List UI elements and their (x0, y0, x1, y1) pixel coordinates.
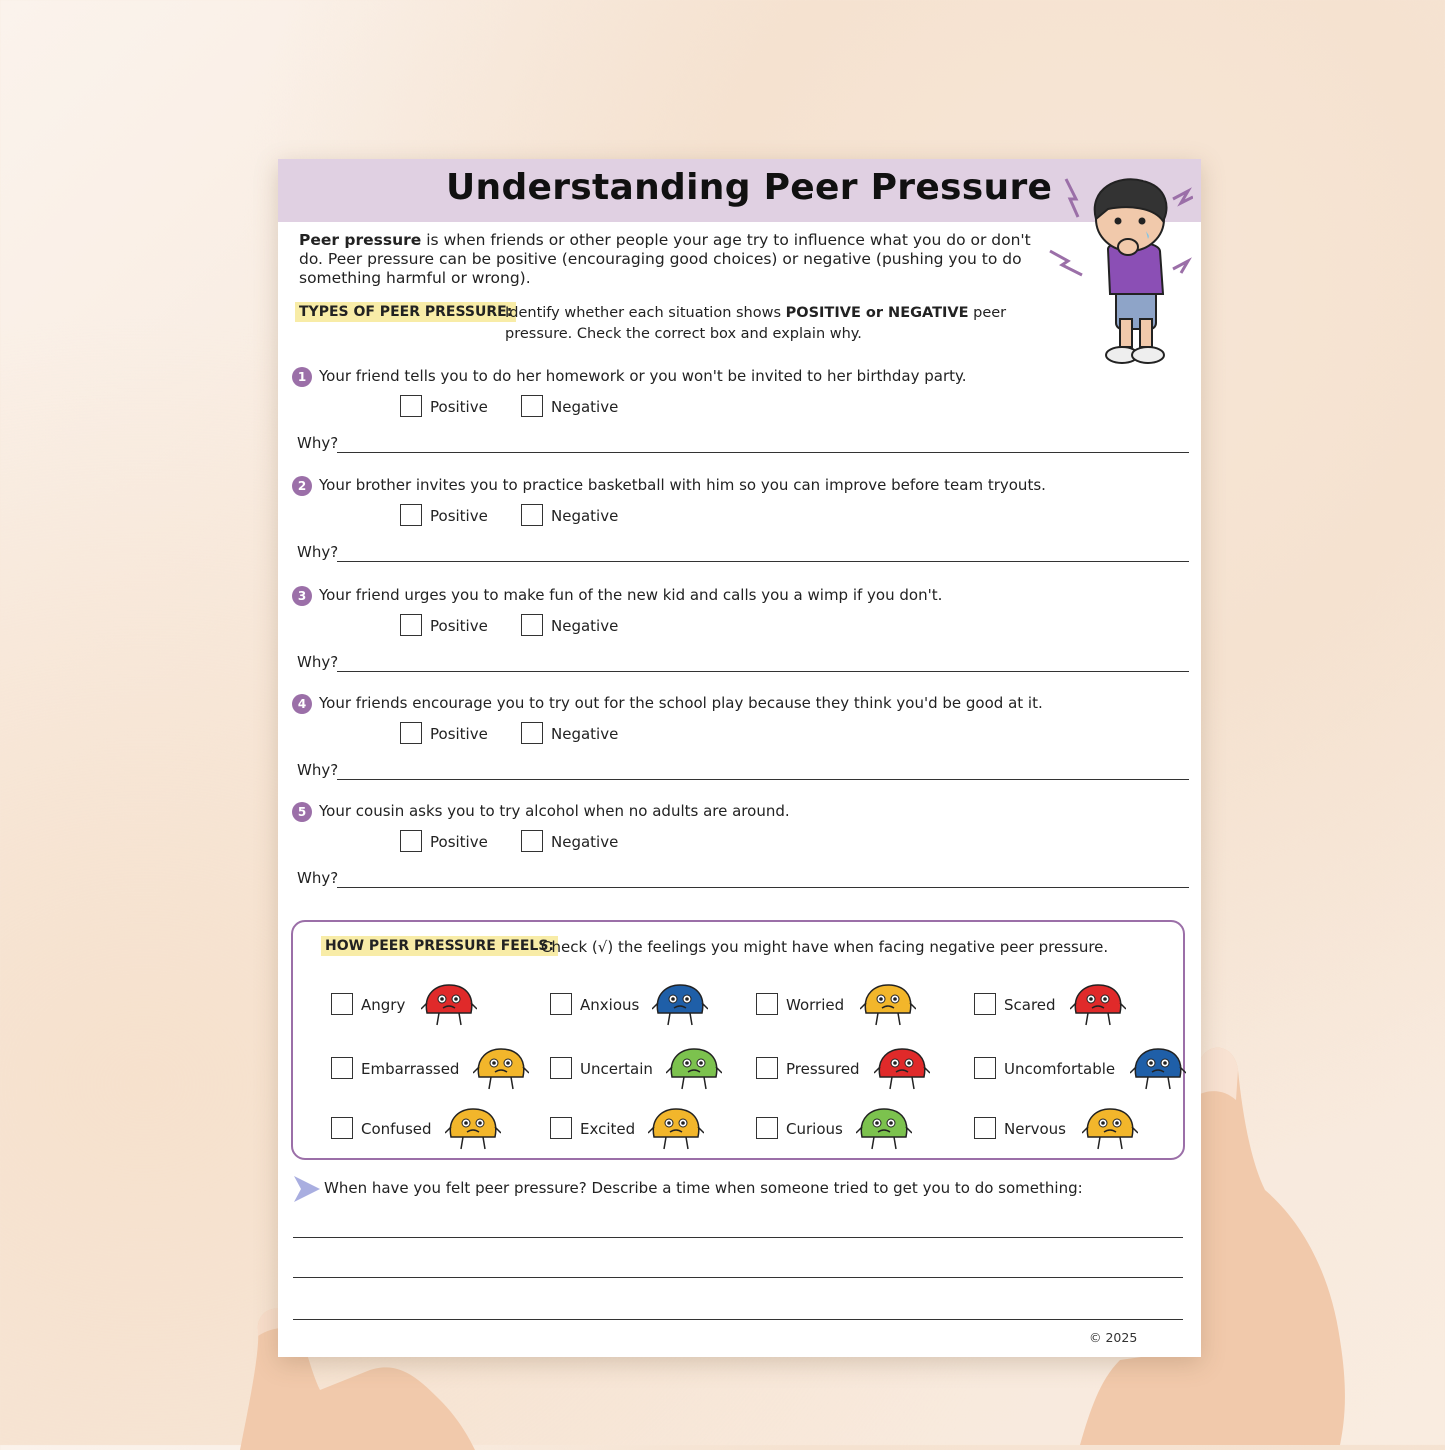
why-label: Why? (297, 761, 339, 779)
feeling-checkbox[interactable] (756, 1057, 778, 1079)
feeling-monster-icon (652, 983, 708, 1027)
answer-line-2[interactable] (293, 1277, 1183, 1278)
negative-label: Negative (551, 833, 619, 851)
why-label: Why? (297, 543, 339, 561)
feeling-monster-icon (445, 1107, 501, 1151)
worried-boy-illustration (1048, 169, 1193, 369)
why-label: Why? (297, 869, 339, 887)
negative-checkbox[interactable] (521, 395, 543, 417)
question-3 (292, 582, 1192, 692)
question-text: Your friend urges you to make fun of the new kid and calls you a wimp if you don't. (319, 586, 943, 604)
types-instructions (505, 303, 1065, 345)
feeling-monster-icon (874, 1047, 930, 1091)
feeling-label: Excited (580, 1120, 636, 1138)
feeling-monster-icon (860, 983, 916, 1027)
negative-label: Negative (551, 617, 619, 635)
feeling-label: Nervous (1004, 1120, 1066, 1138)
positive-label: Positive (430, 617, 488, 635)
feeling-checkbox[interactable] (331, 1117, 353, 1139)
feeling-monster-icon (473, 1047, 529, 1091)
why-answer-line[interactable] (337, 671, 1189, 672)
feeling-checkbox[interactable] (756, 1117, 778, 1139)
copyright: © 2025 (1089, 1330, 1138, 1345)
feeling-label: Curious (786, 1120, 843, 1138)
feeling-monster-icon (1070, 983, 1126, 1027)
feeling-checkbox[interactable] (974, 1117, 996, 1139)
types-section-label: TYPES OF PEER PRESSURE: (295, 302, 516, 322)
intro-definition: is when friends or other people your age try to influence what you do or don't do. Peer pressure can be positive (encouraging good choices) or negative (pushing you to do something harmful or wrong). (299, 231, 1031, 287)
feeling-checkbox[interactable] (974, 993, 996, 1015)
feeling-checkbox[interactable] (331, 1057, 353, 1079)
question-text: Your friend tells you to do her homework or you won't be invited to her birthday party. (319, 367, 967, 385)
negative-label: Negative (551, 398, 619, 416)
feeling-monster-icon (421, 983, 477, 1027)
feeling-checkbox[interactable] (550, 1117, 572, 1139)
types-desc-bold: POSITIVE or NEGATIVE (785, 305, 969, 321)
question-number: 4 (292, 694, 312, 714)
worksheet-page (278, 159, 1201, 1357)
negative-checkbox[interactable] (521, 614, 543, 636)
positive-label: Positive (430, 725, 488, 743)
negative-checkbox[interactable] (521, 722, 543, 744)
answer-line-1[interactable] (293, 1237, 1183, 1238)
feelings-section (291, 920, 1185, 1160)
feeling-label: Anxious (580, 996, 640, 1014)
feeling-monster-icon (1082, 1107, 1138, 1151)
feelings-instructions: Check (√) the feelings you might have when facing negative peer pressure. (541, 938, 1109, 956)
negative-checkbox[interactable] (521, 504, 543, 526)
positive-checkbox[interactable] (400, 504, 422, 526)
positive-checkbox[interactable] (400, 614, 422, 636)
feeling-label: Angry (361, 996, 406, 1014)
positive-label: Positive (430, 507, 488, 525)
question-text: Your brother invites you to practice basketball with him so you can improve before team tryouts. (319, 476, 1046, 494)
question-1 (292, 363, 1192, 473)
types-desc-post: peer pressure. Check the correct box and explain why. (505, 305, 1007, 342)
negative-label: Negative (551, 507, 619, 525)
question-2 (292, 472, 1192, 582)
question-5 (292, 798, 1192, 908)
positive-label: Positive (430, 833, 488, 851)
page-title: Understanding Peer Pressure (446, 167, 1053, 208)
question-number: 1 (292, 367, 312, 387)
why-label: Why? (297, 653, 339, 671)
feeling-label: Scared (1004, 996, 1056, 1014)
feeling-monster-icon (856, 1107, 912, 1151)
why-label: Why? (297, 434, 339, 452)
question-text: Your friends encourage you to try out for the school play because they think you'd be good at it. (319, 694, 1043, 712)
intro-paragraph (299, 231, 1039, 288)
question-4 (292, 690, 1192, 800)
negative-label: Negative (551, 725, 619, 743)
feeling-monster-icon (648, 1107, 704, 1151)
feeling-checkbox[interactable] (550, 1057, 572, 1079)
feeling-checkbox[interactable] (974, 1057, 996, 1079)
why-answer-line[interactable] (337, 779, 1189, 780)
feeling-label: Embarrassed (361, 1060, 460, 1078)
positive-checkbox[interactable] (400, 395, 422, 417)
types-desc-pre: Identify whether each situation shows (505, 305, 786, 321)
arrow-icon (294, 1176, 320, 1202)
feeling-checkbox[interactable] (550, 993, 572, 1015)
intro-term: Peer pressure (299, 231, 422, 249)
question-text: Your cousin asks you to try alcohol when no adults are around. (319, 802, 790, 820)
question-number: 2 (292, 476, 312, 496)
feeling-checkbox[interactable] (756, 993, 778, 1015)
feeling-label: Pressured (786, 1060, 860, 1078)
feeling-label: Confused (361, 1120, 432, 1138)
negative-checkbox[interactable] (521, 830, 543, 852)
feeling-monster-icon (666, 1047, 722, 1091)
positive-checkbox[interactable] (400, 830, 422, 852)
feeling-checkbox[interactable] (331, 993, 353, 1015)
question-number: 3 (292, 586, 312, 606)
positive-checkbox[interactable] (400, 722, 422, 744)
feelings-section-label: HOW PEER PRESSURE FEELS: (321, 936, 558, 956)
positive-label: Positive (430, 398, 488, 416)
question-number: 5 (292, 802, 312, 822)
why-answer-line[interactable] (337, 887, 1189, 888)
feeling-label: Worried (786, 996, 845, 1014)
why-answer-line[interactable] (337, 452, 1189, 453)
answer-line-3[interactable] (293, 1319, 1183, 1320)
why-answer-line[interactable] (337, 561, 1189, 562)
reflection-prompt: When have you felt peer pressure? Describe a time when someone tried to get you to do something: (324, 1179, 1083, 1197)
feeling-label: Uncertain (580, 1060, 653, 1078)
feeling-label: Uncomfortable (1004, 1060, 1116, 1078)
feeling-monster-icon (1130, 1047, 1186, 1091)
